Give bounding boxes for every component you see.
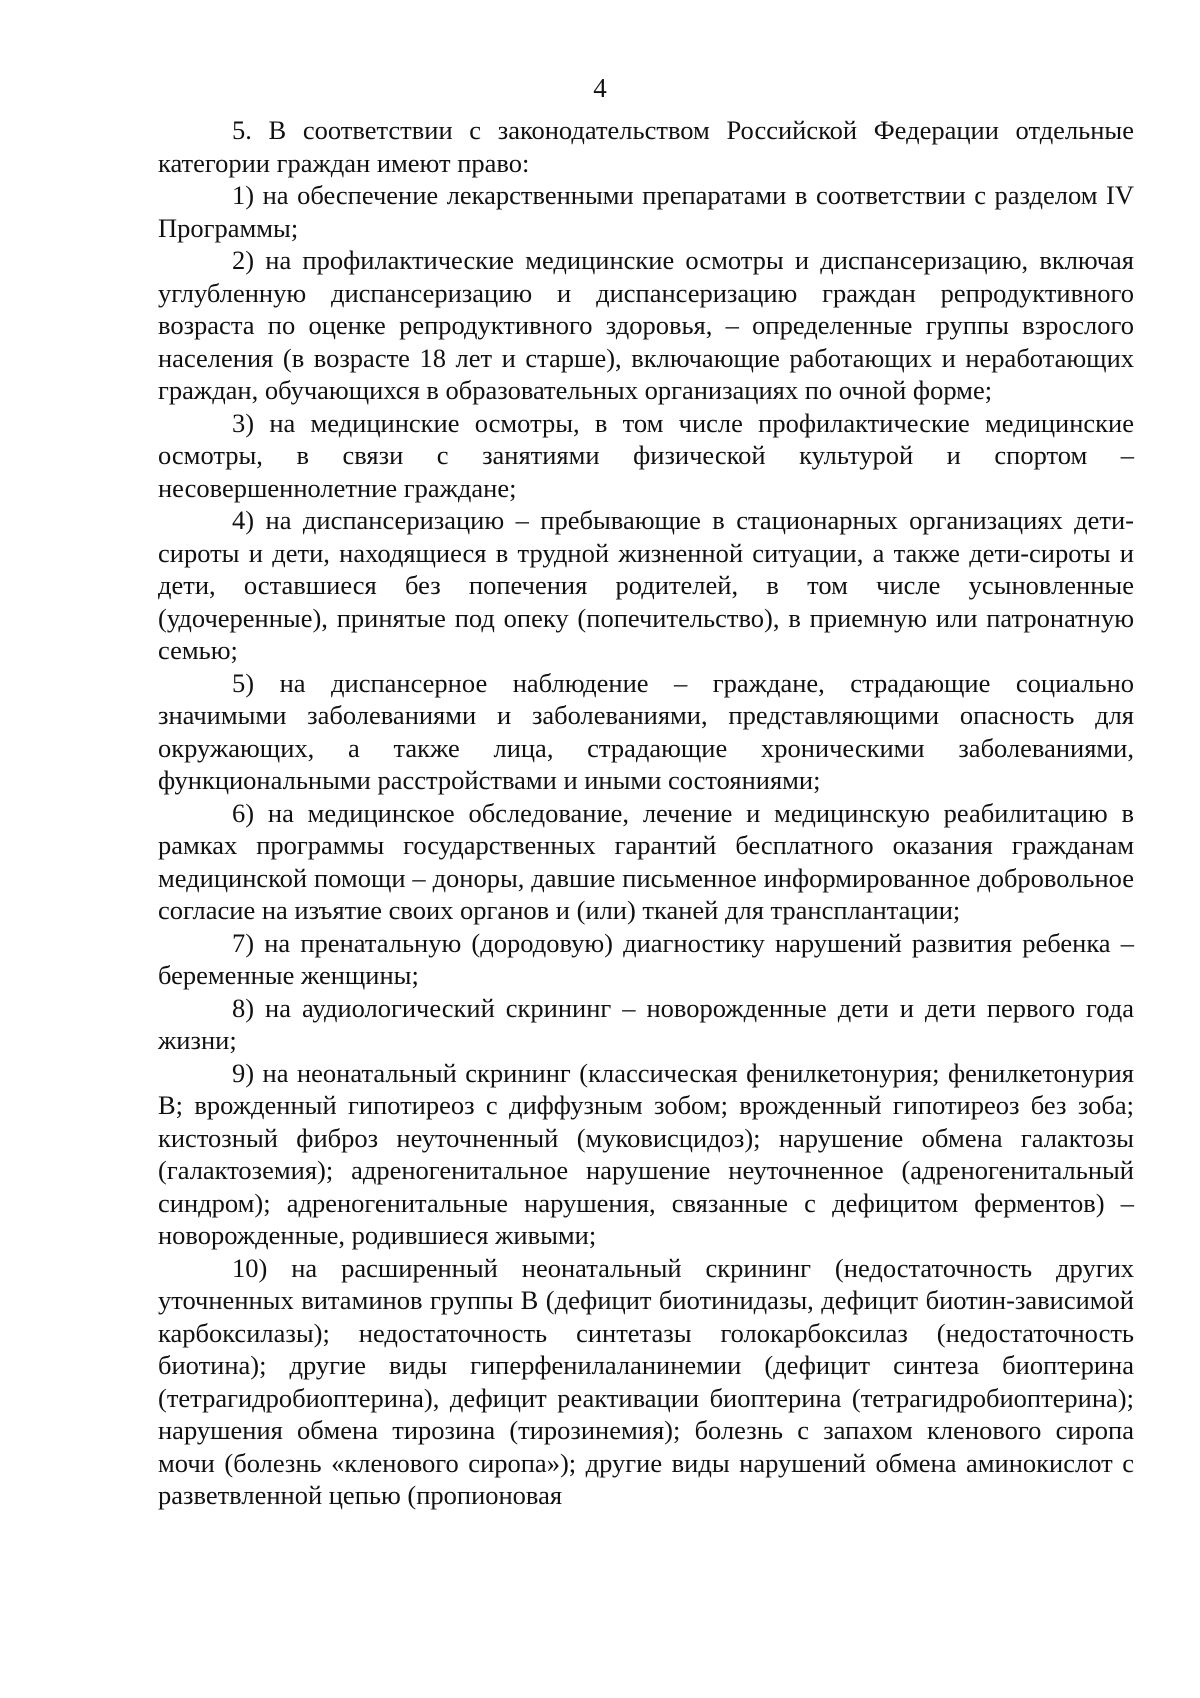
paragraph-subitem-10: 10) на расширенный неонатальный скрининг (недостаточность других уточненных витаминов группы B (дефицит биотинидазы, дефицит биотин-зависимой карбоксилазы); недостаточность синтетазы голокарбоксилаз (недостаточность биотина); другие виды гиперфенилаланинемии (дефицит синтеза биоптерина (тетрагидробиоптерина), дефицит реактивации биоптерина (тетрагидробиоптерина); нарушения обмена тирозина (тирозинемия); болезнь с запахом кленового сиропа мочи (болезнь «кленового сиропа»); другие виды нарушений обмена аминокислот с разветвленной цепью (пропионовая [158,1252,1134,1510]
paragraph-subitem-7: 7) на пренатальную (дородовую) диагностику нарушений развития ребенка – беременные женщины; [158,927,1134,990]
document-body [158,114,1134,1512]
paragraph-subitem-1: 1) на обеспечение лекарственными препаратами в соответствии с разделом IV Программы; [158,180,1134,243]
paragraph-subitem-8: 8) на аудиологический скрининг – новорожденные дети и дети первого года жизни; [158,992,1134,1055]
paragraph-subitem-6: 6) на медицинское обследование, лечение и медицинскую реабилитацию в рамках программы государственных гарантий бесплатного оказания гражданам медицинской помощи – доноры, давшие письменное информированное добровольное согласие на изъятие своих органов и (или) тканей для трансплантации; [158,797,1134,925]
paragraph-subitem-9: 9) на неонатальный скрининг (классическая фенилкетонурия; фенилкетонурия B; врожденный гипотиреоз с диффузным зобом; врожденный гипотиреоз без зоба; кистозный фиброз неуточненный (муковисцидоз); нарушение обмена галактозы (галактоземия); адреногенитальное нарушение неуточненное (адреногенитальный синдром); адреногенитальные нарушения, связанные с дефицитом ферментов) – новорожденные, родившиеся живыми; [158,1057,1134,1250]
paragraph-subitem-3: 3) на медицинские осмотры, в том числе профилактические медицинские осмотры, в связи с занятиями физической культурой и спортом – несовершеннолетние граждане; [158,407,1134,503]
paragraph-subitem-2: 2) на профилактические медицинские осмотры и диспансеризацию, включая углубленную диспансеризацию и диспансеризацию граждан репродуктивного возраста по оценке репродуктивного здоровья, – определенные группы взрослого населения (в возрасте 18 лет и старше), включающие работающих и неработающих граждан, обучающихся в образовательных организациях по очной форме; [158,245,1134,405]
paragraph-subitem-4: 4) на диспансеризацию – пребывающие в стационарных организациях дети-сироты и дети, находящиеся в трудной жизненной ситуации, а также дети-сироты и дети, оставшиеся без попечения родителей, в том числе усыновленные (удочеренные), принятые под опеку (попечительство), в приемную или патронатную семью; [158,505,1134,665]
paragraph-subitem-5: 5) на диспансерное наблюдение – граждане, страдающие социально значимыми заболеваниями и заболеваниями, представляющими опасность для окружающих, а также лица, страдающие хроническими заболеваниями, функциональными расстройствами и иными состояниями; [158,667,1134,795]
paragraph-item-5-intro: 5. В соответствии с законодательством Российской Федерации отдельные категории граждан имеют право: [158,115,1134,178]
page-number: 4 [593,73,607,103]
